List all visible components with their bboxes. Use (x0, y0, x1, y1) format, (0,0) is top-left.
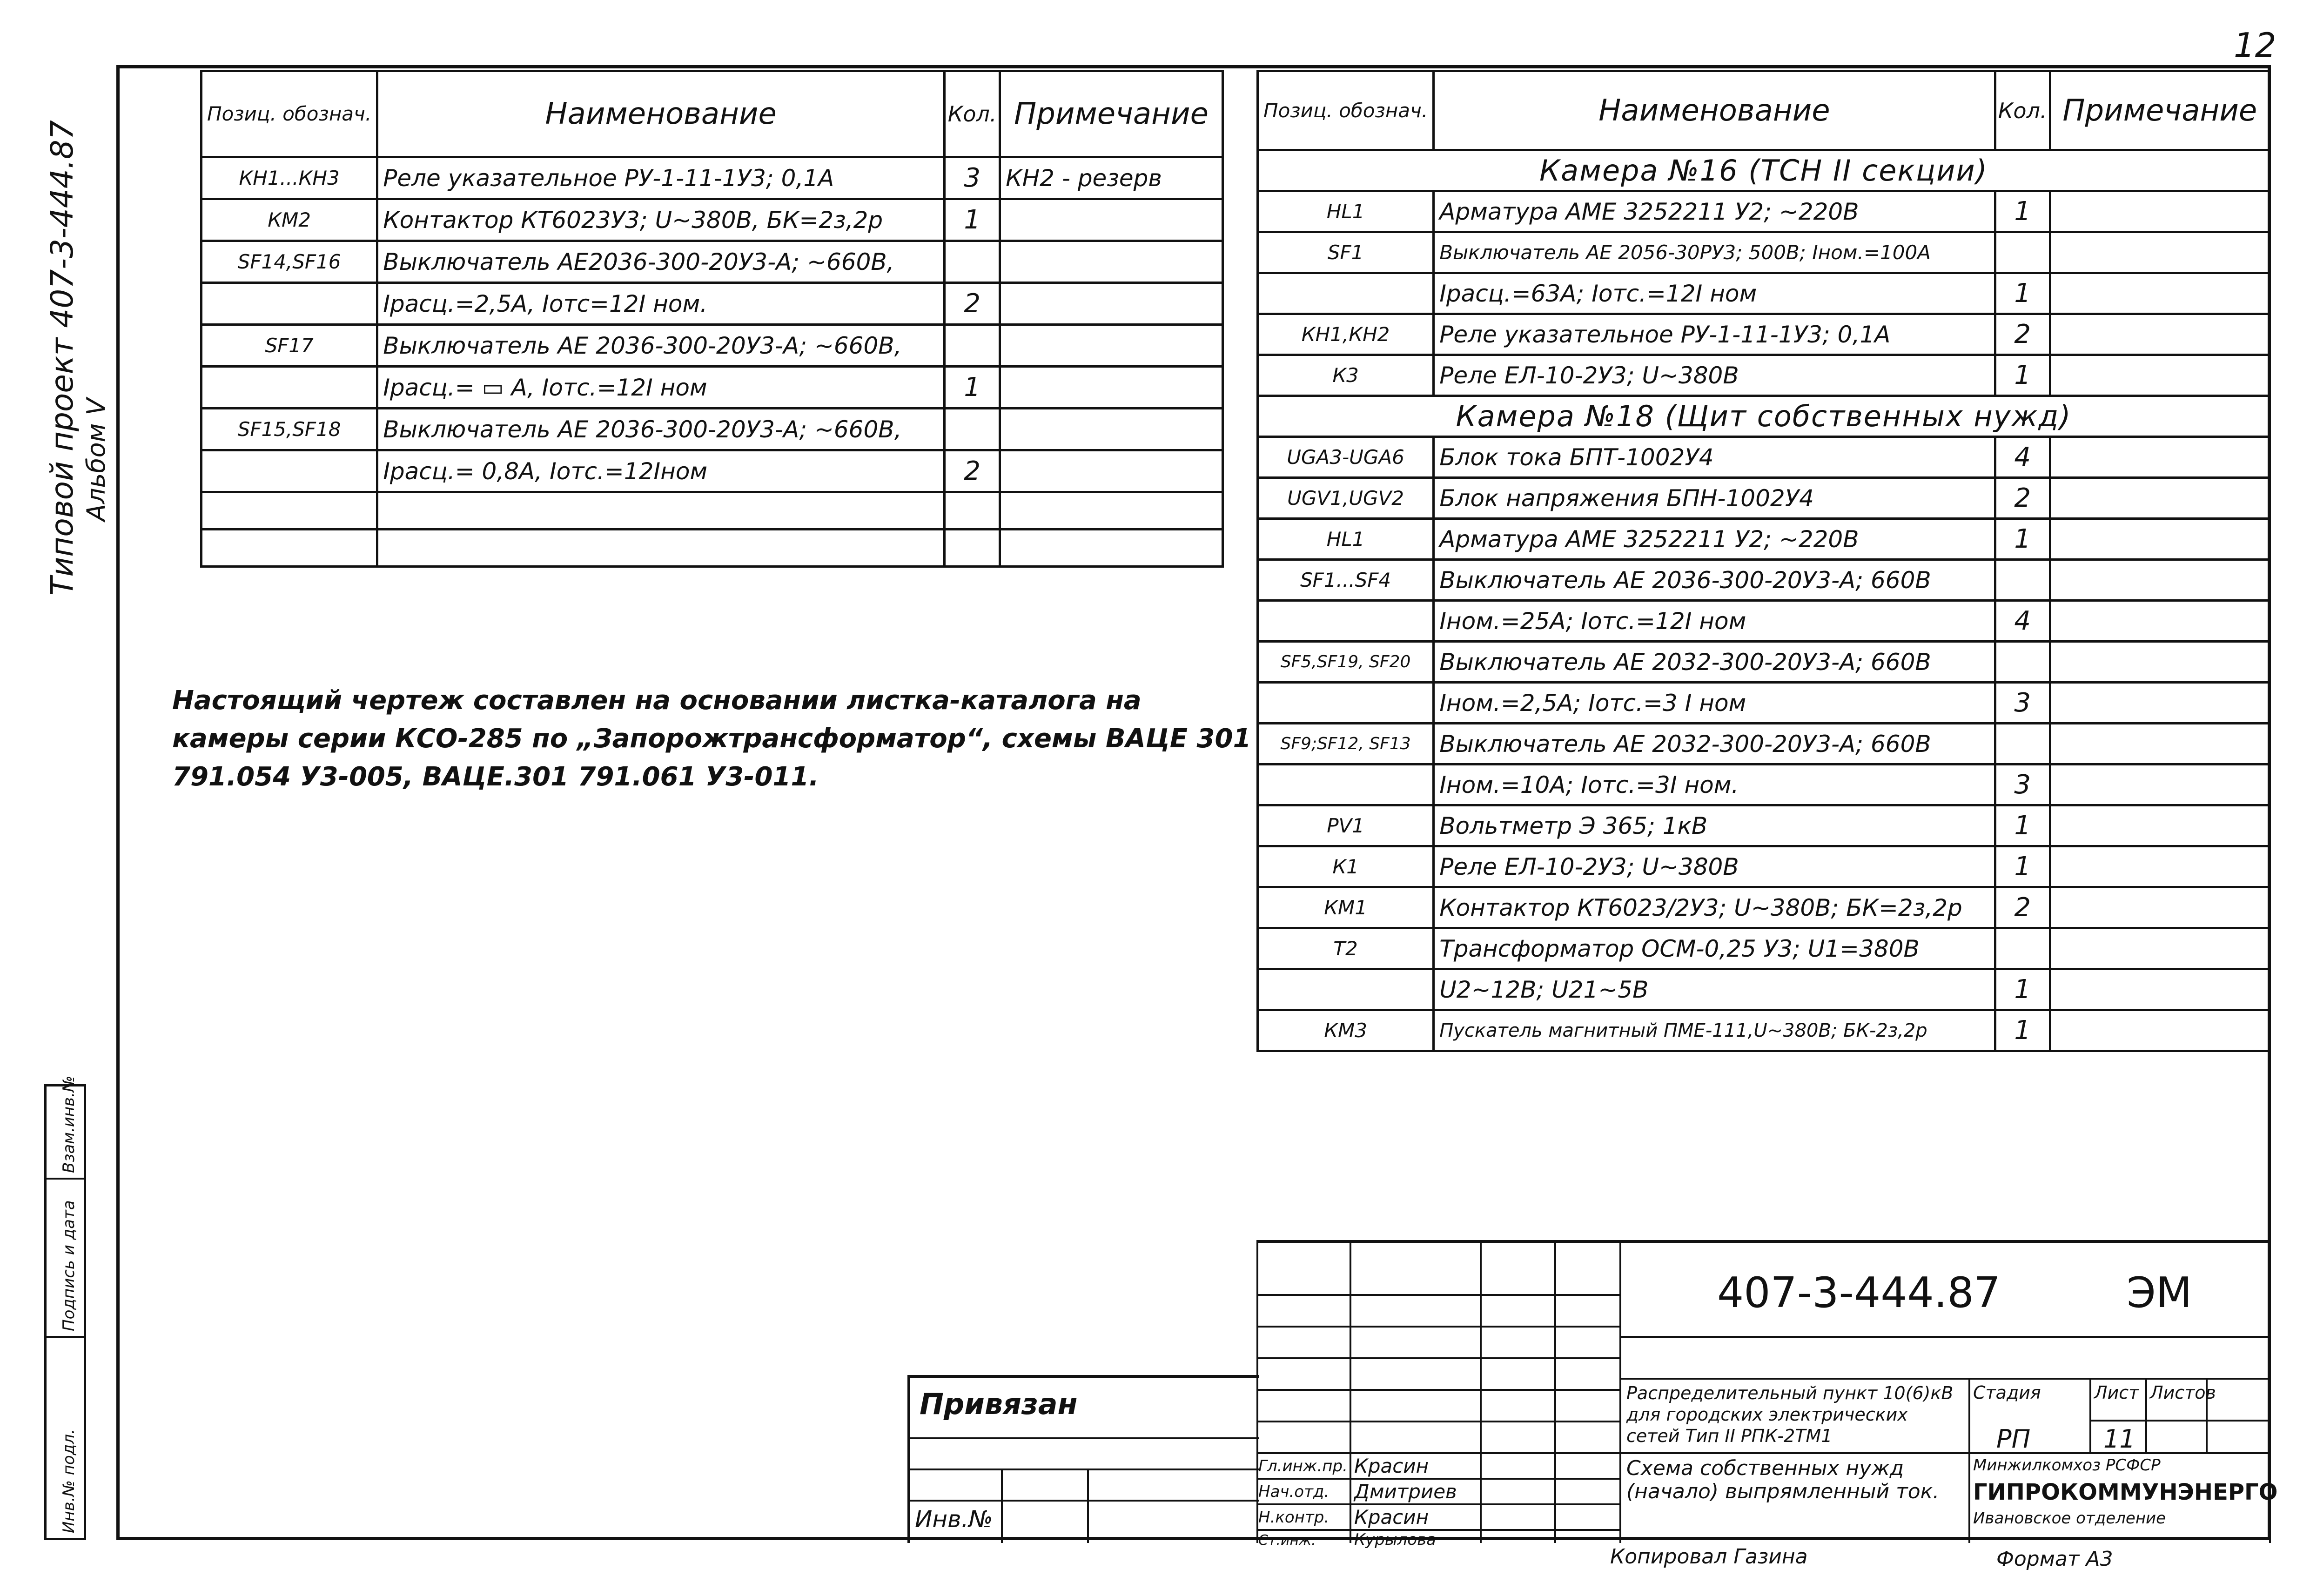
table-row: КН1...КН3 Реле указательное РУ-1-11-1У3; 0,1А 3 КН2 - резерв (201, 157, 1223, 199)
copied-by: Копировал Газина (1610, 1545, 1808, 1569)
table-row: КМ3 Пускатель магнитный ПМЕ-111,U~380В; БК-2з,2р 1 (1258, 1010, 2270, 1051)
name-st-inzh: Курылова (1354, 1530, 1437, 1549)
table-row: SF1...SF4 Выключатель АЕ 2036-300-20У3-А; 660В (1258, 560, 2270, 601)
table-row: UGV1,UGV2 Блок напряжения БПН-1002У4 2 (1258, 478, 2270, 519)
table-row (201, 492, 1223, 530)
section-heading-kamera-16: Камера №16 (ТСН II секции) (1258, 150, 2270, 191)
name-nach-otd: Дмитриев (1354, 1480, 1457, 1503)
left-header-row (201, 71, 1223, 157)
strip-cell-podpis: Подпись и дата (47, 1180, 84, 1338)
table-row: SF17 Выключатель АЕ 2036-300-20У3-А; ~660В, (201, 325, 1223, 367)
col-name-header: Наименование (377, 71, 945, 157)
name-n-kontr: Красин (1354, 1506, 1429, 1529)
strip-cell-vzam: Взам.инв.№ (47, 1086, 84, 1180)
section-heading-kamera-18: Камера №18 (Щит собственных нужд) (1258, 396, 2270, 437)
table-row: Iрасц.= 0,8А, Iотс.=12Iном 2 (201, 450, 1223, 492)
table-row: U2~12В; U21~5В 1 (1258, 969, 2270, 1010)
col-name-header: Наименование (1434, 71, 1995, 150)
table-row: Iном.=10А; Iотс.=3I ном. 3 (1258, 764, 2270, 805)
org-branch: Ивановское отделение (1973, 1509, 2166, 1528)
table-row: SF1 Выключатель АЕ 2056-30РУ3; 500В; Iном.=100А (1258, 232, 2270, 273)
strip-cell-inv: Инв.№ подл. (60, 1429, 78, 1533)
stage-label: Стадия (1973, 1382, 2041, 1403)
privyazan-block (907, 1375, 1259, 1543)
table-row: Iрасц.= ▭ А, Iотс.=12I ном 1 (201, 367, 1223, 409)
table-row: SF14,SF16 Выключатель АЕ2036-300-20У3-А; ~660В, (201, 241, 1223, 283)
org-ministry: Минжилкомхоз РСФСР (1973, 1456, 2161, 1475)
table-row: PV1 Вольтметр Э 365; 1кВ 1 (1258, 805, 2270, 846)
privyazan-label: Привязан (920, 1387, 1078, 1421)
sheet-label: Лист (2094, 1382, 2139, 1403)
table-row: HL1 Арматура АМЕ 3252211 У2; ~220В 1 (1258, 191, 2270, 232)
table-row: КМ2 Контактор КТ6023У3; U~380В, БК=2з,2р 1 (201, 199, 1223, 241)
document-mark: ЭМ (2127, 1268, 2192, 1317)
sheets-label: Листов (2150, 1382, 2216, 1403)
role-n-kontr: Н.контр. (1258, 1508, 1330, 1527)
side-project-label: Типовой проект 407-3-444.87 (44, 120, 80, 596)
table-row: SF9;SF12, SF13 Выключатель АЕ 2032-300-20У3-А; 660В (1258, 724, 2270, 764)
document-code: 407-3-444.87 (1717, 1268, 2001, 1317)
table-row: Iрасц.=2,5А, Iотс=12I ном. 2 (201, 283, 1223, 325)
role-gl-inzh: Гл.инж.пр. (1258, 1457, 1348, 1475)
table-row: К3 Реле ЕЛ-10-2У3; U~380В 1 (1258, 355, 2270, 396)
left-spec-table (200, 70, 1224, 568)
table-row: КМ1 Контактор КТ6023/2У3; U~380В; БК=2з,2р 2 (1258, 887, 2270, 928)
table-row: Т2 Трансформатор ОСМ-0,25 У3; U1=380В (1258, 928, 2270, 969)
col-note-header: Примечание (1000, 71, 1223, 157)
table-row: SF5,SF19, SF20 Выключатель АЕ 2032-300-20У3-А; 660В (1258, 642, 2270, 683)
side-stamp-strip (44, 1075, 86, 1540)
table-row: Iном.=25А; Iотс.=12I ном 4 (1258, 601, 2270, 642)
inv-no-label: Инв.№ (915, 1506, 993, 1533)
sheet-value: 11 (2103, 1424, 2135, 1454)
sheet-title: Схема собственных нужд (начало) выпрямленный ток. (1626, 1456, 1940, 1503)
table-row: КН1,КН2 Реле указательное РУ-1-11-1У3; 0,1А 2 (1258, 314, 2270, 355)
side-album-label: Альбом V (81, 398, 111, 521)
role-st-inzh: Ст.инж. (1258, 1532, 1316, 1549)
table-row: UGA3-UGA6 Блок тока БПТ-1002У4 4 (1258, 437, 2270, 478)
col-pos-header: Позиц. обознач. (1258, 71, 1434, 150)
title-block (1256, 1240, 2278, 1549)
table-row: К1 Реле ЕЛ-10-2У3; U~380В 1 (1258, 846, 2270, 887)
table-row: Iрасц.=63А; Iотс.=12I ном 1 (1258, 273, 2270, 314)
col-qty-header: Кол. (1995, 71, 2050, 150)
sheet-format: Формат А3 (1996, 1547, 2113, 1571)
org-institute: ГИПРОКОММУНЭНЕРГО (1973, 1479, 2278, 1505)
sheet-number: 12 (2234, 26, 2276, 65)
right-header-row (1258, 71, 2270, 150)
col-qty-header: Кол. (945, 71, 1000, 157)
col-pos-header: Позиц. обознач. (201, 71, 377, 157)
drawing-note: Настоящий чертеж составлен на основании листка-каталога на камеры серии КСО-285 по „Запорожтрансформатор“, схемы ВАЦЕ 301 791.054 У3-005, ВАЦЕ.301 791.061 У3-011. (172, 685, 1251, 792)
col-note-header: Примечание (2050, 71, 2270, 150)
right-spec-table (1256, 70, 2271, 1052)
stage-value: РП (1996, 1424, 2031, 1454)
table-row: Iном.=2,5А; Iотс.=3 I ном 3 (1258, 683, 2270, 724)
object-title: Распределительный пункт 10(6)кВ для городских электрических сетей Тип II РПК-2ТМ1 (1626, 1383, 1954, 1446)
table-row: HL1 Арматура АМЕ 3252211 У2; ~220В 1 (1258, 519, 2270, 560)
role-nach-otd: Нач.отд. (1258, 1482, 1330, 1501)
table-row (201, 530, 1223, 567)
name-gl-inzh: Красин (1354, 1455, 1429, 1477)
table-row: SF15,SF18 Выключатель АЕ 2036-300-20У3-А; ~660В, (201, 409, 1223, 450)
